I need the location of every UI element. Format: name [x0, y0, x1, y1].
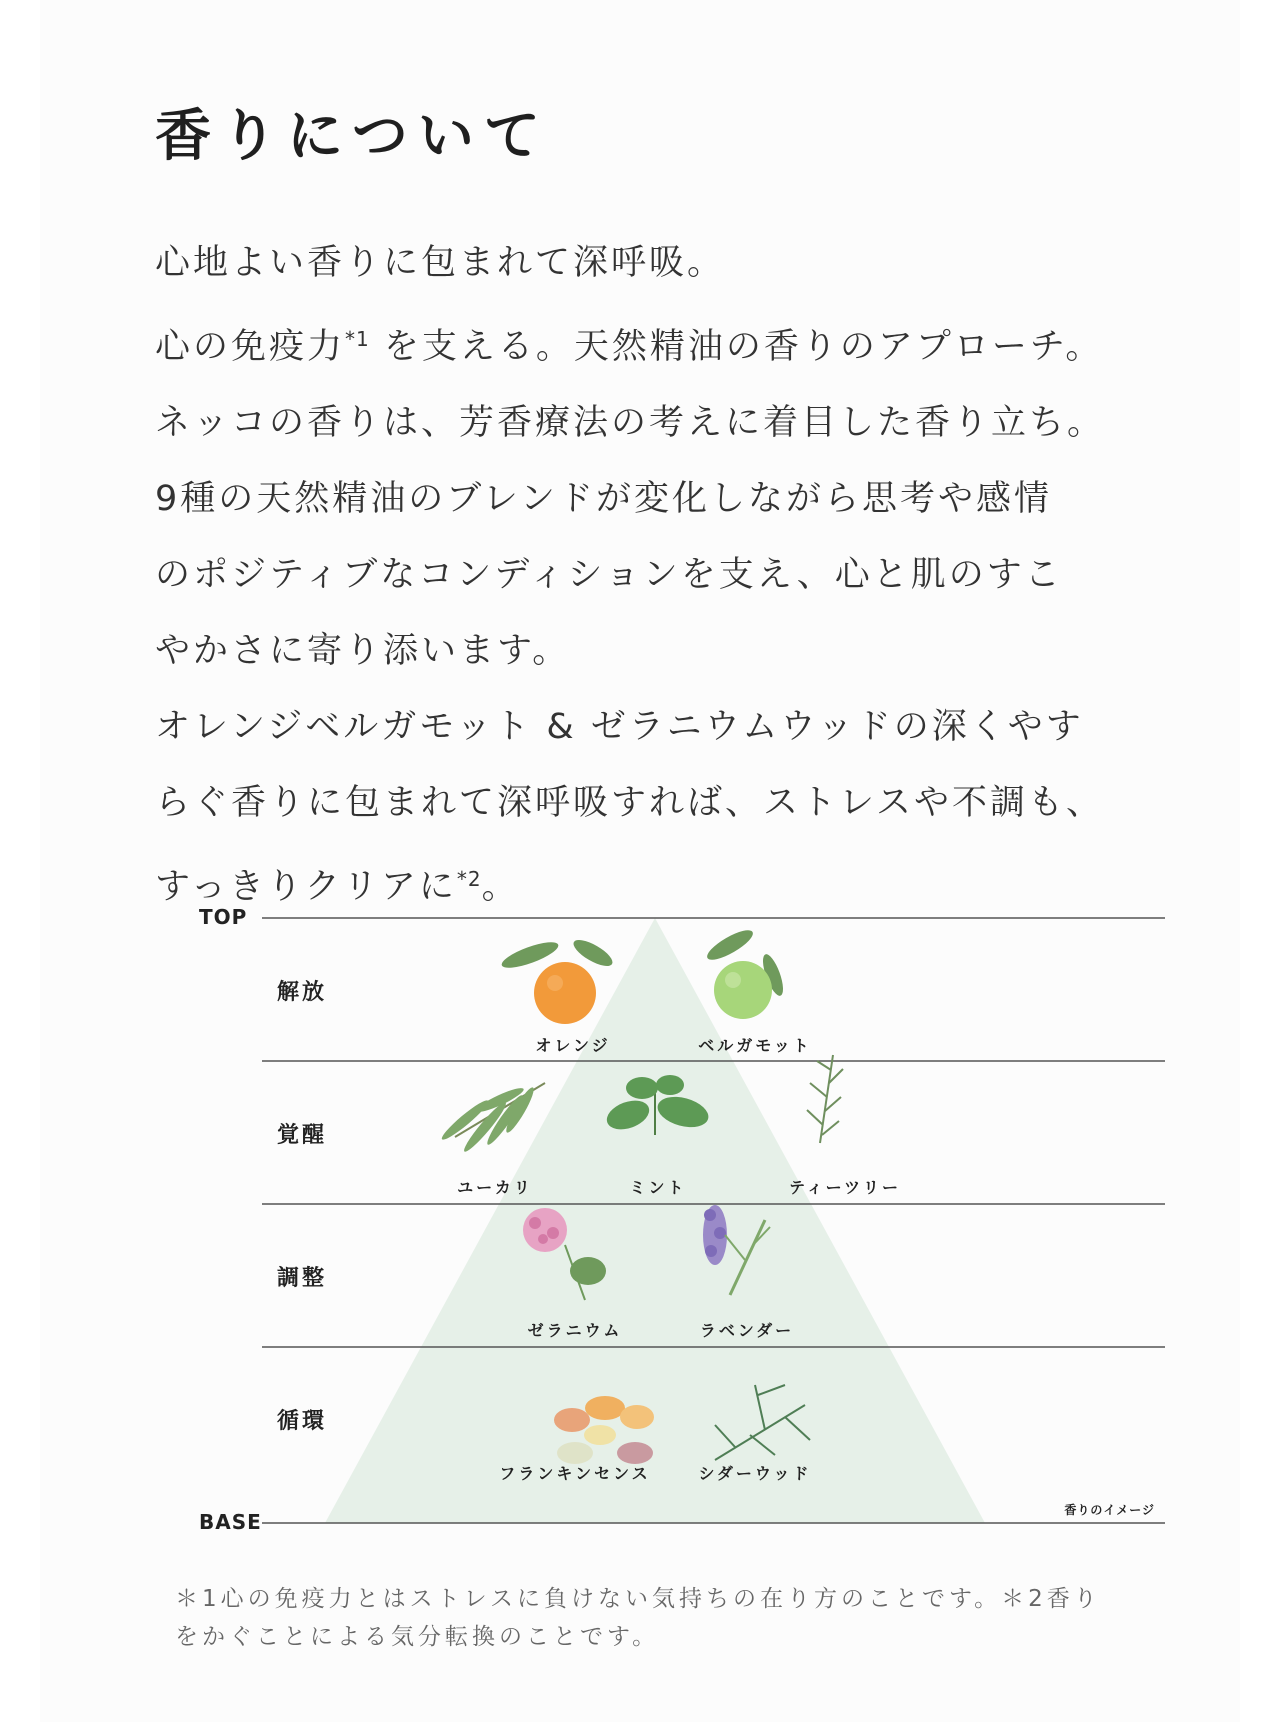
description-line: やかさに寄り添います。	[155, 631, 571, 671]
section-title: 香りについて	[155, 104, 550, 169]
scent-eucalyptus-label: ユーカリ	[457, 1178, 533, 1197]
description-text	[155, 225, 1155, 925]
footnote-ref: *1	[345, 327, 370, 351]
footnote: ＊1心の免疫力とはストレスに負けない気持ちの在り方のことです。＊2香りをかぐことによる気分転換のことです。	[175, 1586, 1101, 1650]
scent-mint-label: ミント	[629, 1178, 687, 1197]
level-label-adjust: 調整	[277, 1266, 328, 1291]
scent-geranium-label: ゼラニウム	[527, 1321, 623, 1340]
description-fragment: すっきりクリアに	[155, 867, 457, 907]
tea-tree-illustration	[807, 1055, 843, 1143]
bergamot-illustration	[703, 925, 787, 1019]
level-label-awaken: 覚醒	[277, 1123, 328, 1148]
description-line: ネッコの香りは、芳香療法の考えに着目した香り立ち。	[155, 403, 1106, 443]
description-line: 心地よい香りに包まれて深呼吸。	[155, 243, 726, 283]
top-label: TOP	[199, 905, 248, 929]
description-line: 9種の天然精油のブレンドが変化しながら思考や感情	[155, 479, 1052, 519]
scent-pyramid-diagram	[155, 905, 1175, 1555]
description-line	[155, 841, 1155, 925]
description-line: オレンジベルガモット & ゼラニウムウッドの深くやす	[155, 707, 1084, 747]
description-fragment: 心の免疫力	[155, 327, 346, 367]
level-label-release: 解放	[277, 980, 328, 1005]
pyramid-graphic	[155, 915, 1175, 1555]
eucalyptus-illustration	[439, 1083, 545, 1155]
level-label-circulate: 循環	[277, 1409, 328, 1434]
image-note: 香りのイメージ	[1064, 1503, 1155, 1517]
scent-tea-tree-label: ティーツリー	[788, 1178, 902, 1197]
scent-orange-label: オレンジ	[535, 1036, 611, 1055]
description-line: らぐ香りに包まれて深呼吸すれば、ストレスや不調も、	[155, 783, 1104, 823]
description-fragment: を支える。天然精油の香りのアプローチ。	[369, 327, 1104, 367]
base-label: BASE	[199, 1510, 262, 1534]
description-fragment: 。	[481, 867, 520, 907]
scent-frankincense-label: フランキンセンス	[499, 1464, 651, 1483]
orange-illustration	[499, 935, 616, 1024]
footnote-ref: *2	[456, 867, 482, 891]
description-line	[155, 301, 1155, 385]
pyramid-triangle	[325, 918, 985, 1523]
scent-cedarwood-label: シダーウッド	[698, 1464, 812, 1483]
scent-bergamot-label: ベルガモット	[698, 1036, 812, 1055]
page	[40, 0, 1240, 1722]
description-line: のポジティブなコンディションを支え、心と肌のすこ	[155, 555, 1063, 595]
scent-lavender-label: ラベンダー	[699, 1321, 795, 1340]
